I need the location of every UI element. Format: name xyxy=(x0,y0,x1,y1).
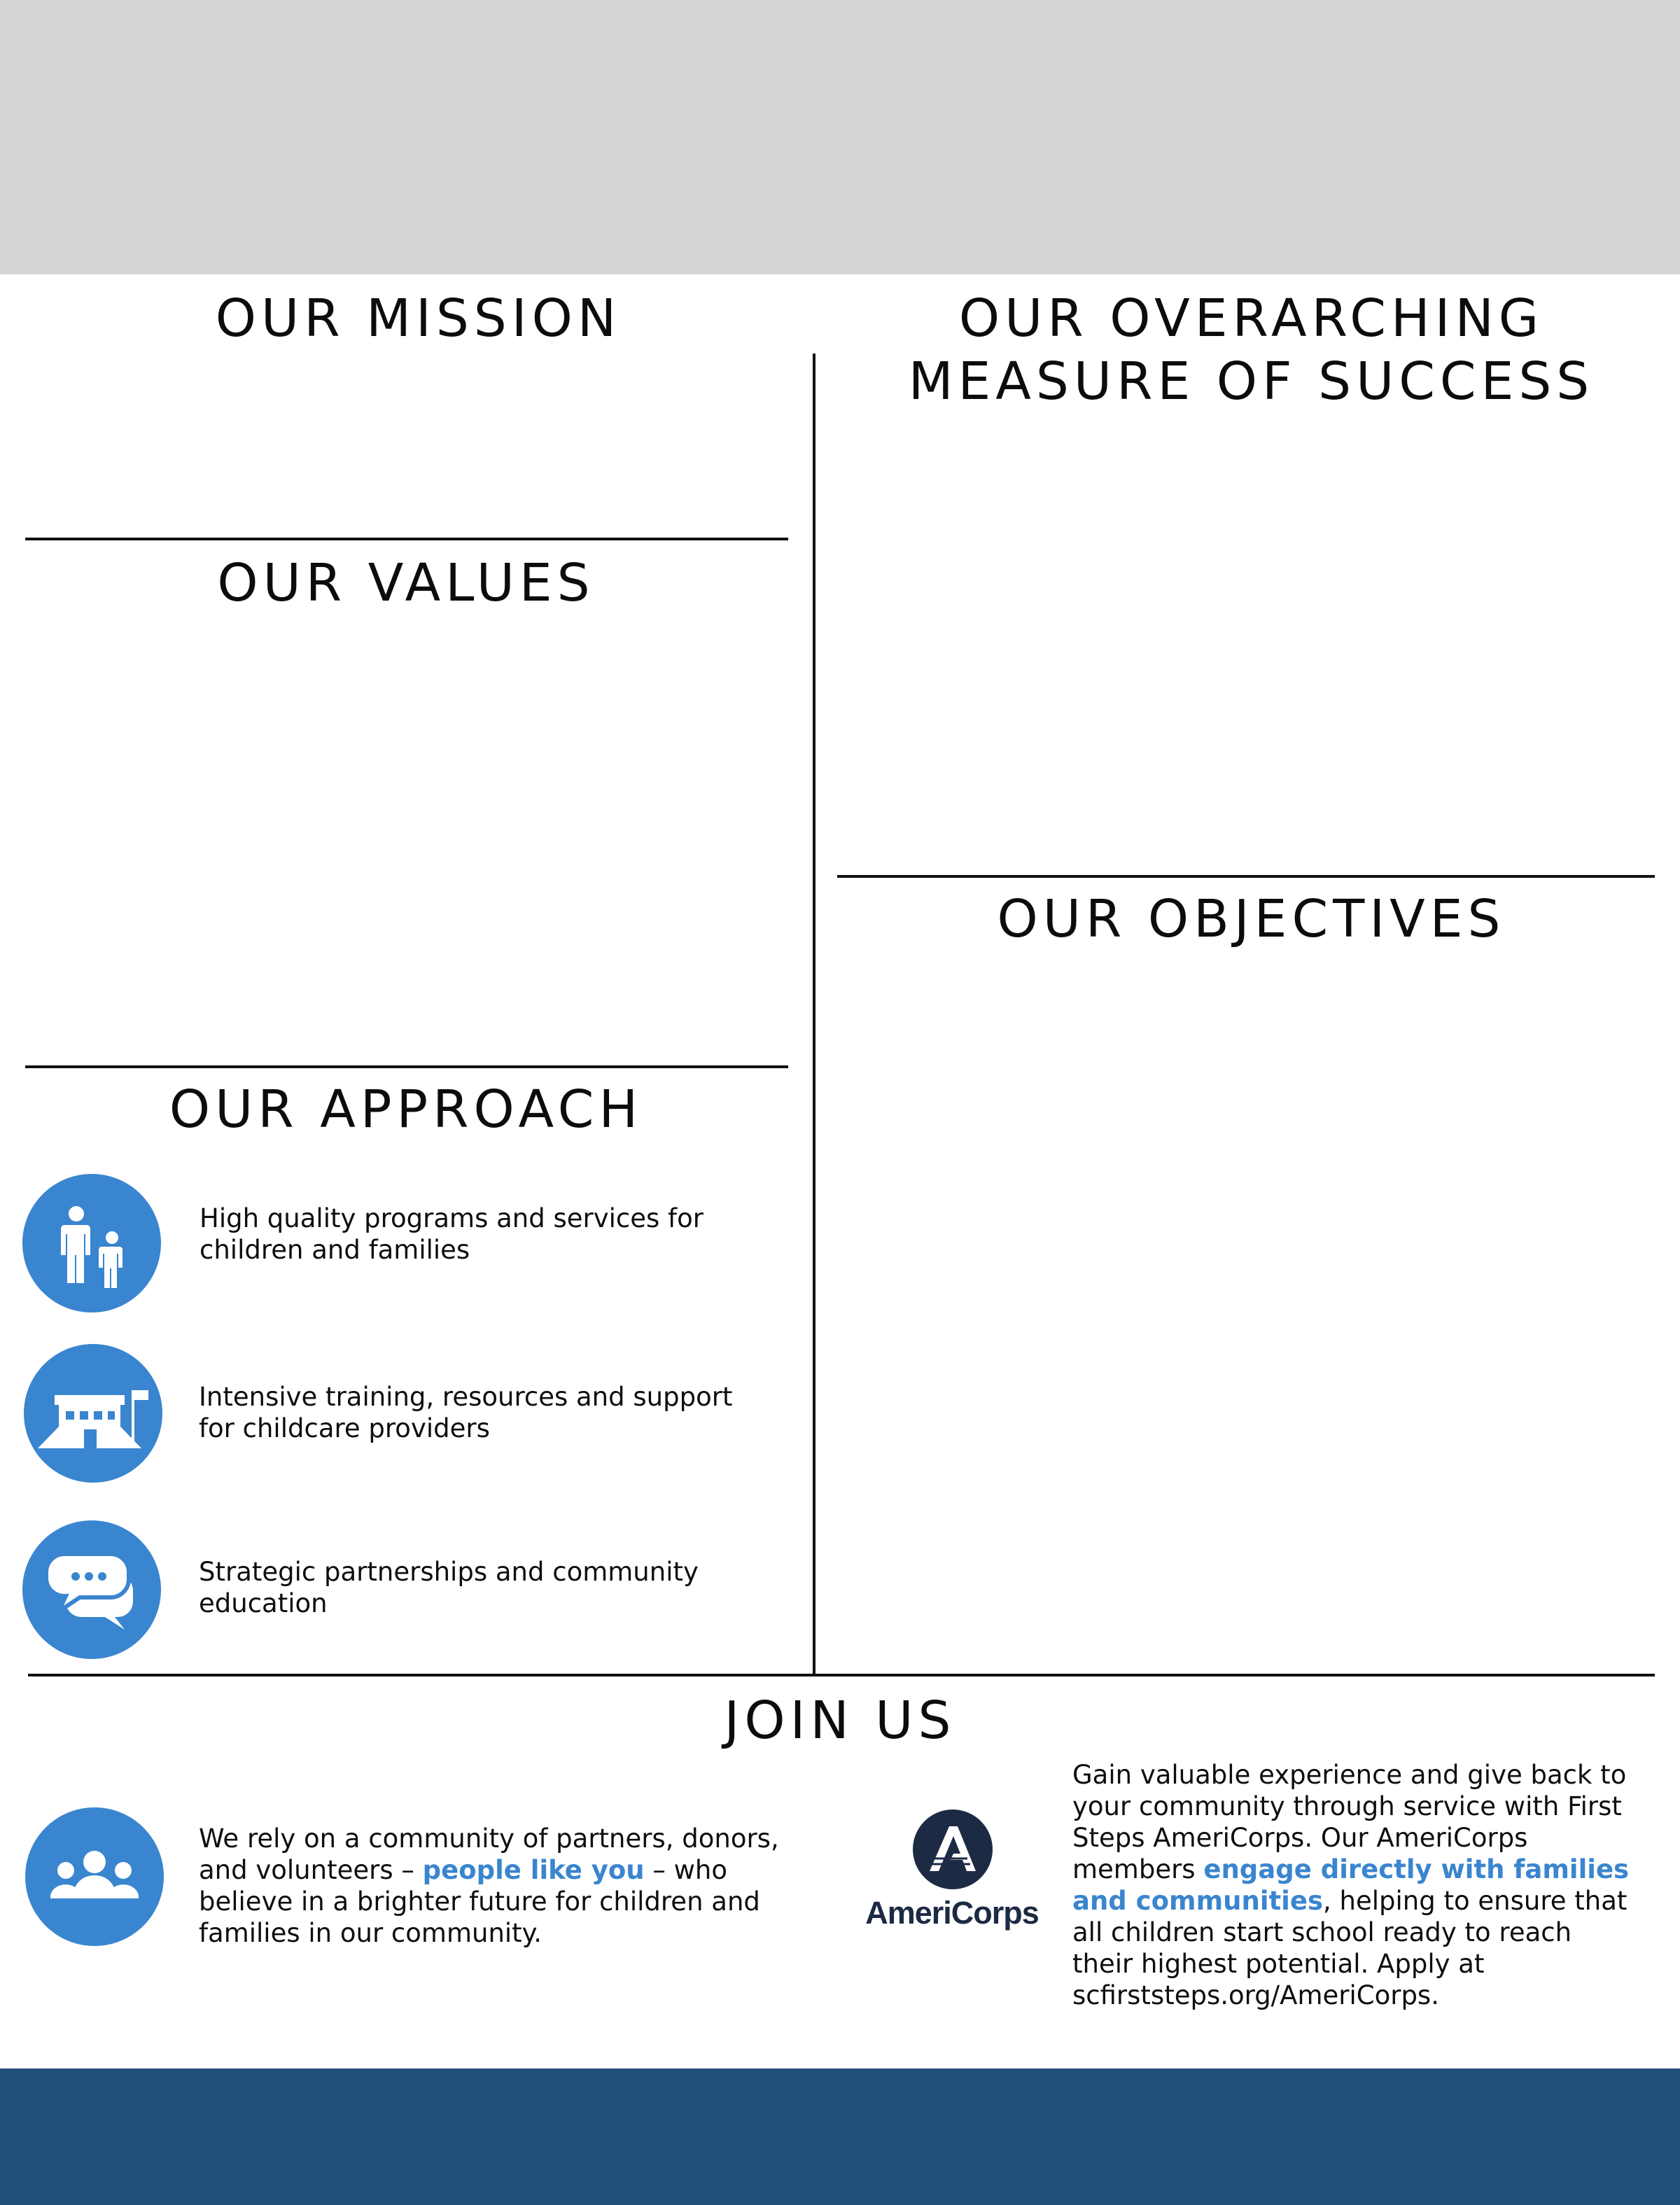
approach-item-text xyxy=(200,1203,704,1266)
join-community-text xyxy=(199,1823,779,1949)
join-americorps-line: , helping to ensure that xyxy=(1323,1886,1628,1916)
approach-item-line: for childcare providers xyxy=(199,1413,490,1443)
objectives-heading: OUR OBJECTIVES xyxy=(997,889,1506,949)
join-americorps-line: Steps AmeriCorps. Our AmeriCorps xyxy=(1072,1823,1528,1853)
divider-measure-objectives xyxy=(837,875,1655,878)
join-americorps-line: their highest potential. Apply at xyxy=(1072,1949,1485,1979)
approach-item-line: education xyxy=(199,1588,328,1618)
join-community-line: believe in a brighter future for children and xyxy=(199,1886,760,1917)
americorps-logo xyxy=(861,1809,1043,1935)
chat-bubbles-icon xyxy=(22,1520,161,1659)
americorps-wordmark: AmeriCorps xyxy=(865,1895,1039,1931)
school-building-icon xyxy=(24,1344,162,1483)
parent-child-icon xyxy=(22,1174,161,1312)
divider-join xyxy=(28,1674,1655,1676)
values-heading: OUR VALUES xyxy=(217,553,595,613)
join-community-line: families in our community. xyxy=(199,1918,542,1948)
people-like-you-highlight: people like you xyxy=(422,1855,645,1885)
approach-heading: OUR APPROACH xyxy=(169,1079,643,1140)
header-band xyxy=(0,0,1680,274)
measure-heading-line2: MEASURE OF SUCCESS xyxy=(908,351,1595,412)
approach-item-line: children and families xyxy=(200,1235,470,1265)
group-people-icon xyxy=(25,1807,164,1946)
measure-heading-line1: OUR OVERARCHING xyxy=(958,288,1544,349)
approach-item-line: Strategic partnerships and community xyxy=(199,1557,699,1587)
approach-item-line: Intensive training, resources and support xyxy=(199,1382,733,1412)
join-community-line: and volunteers – xyxy=(199,1855,423,1885)
engage-highlight: engage directly with families xyxy=(1203,1854,1630,1884)
communities-highlight: and communities xyxy=(1072,1886,1323,1916)
join-americorps-line: all children start school ready to reach xyxy=(1072,1917,1572,1947)
approach-item-text xyxy=(199,1556,699,1619)
join-americorps-line: Gain valuable experience and give back to xyxy=(1072,1760,1627,1790)
approach-item-line: High quality programs and services for xyxy=(200,1203,704,1233)
americorps-a-icon xyxy=(913,1809,993,1889)
join-community-line: – who xyxy=(644,1855,727,1885)
join-americorps-line: members xyxy=(1072,1854,1204,1884)
divider-values-approach xyxy=(25,1065,788,1068)
measure-heading xyxy=(840,287,1662,413)
divider-vertical xyxy=(813,354,816,1676)
footer-band xyxy=(0,2068,1680,2205)
join-heading: JOIN US xyxy=(724,1690,956,1751)
americorps-url: scfirststeps.org/AmeriCorps. xyxy=(1072,1980,1439,2010)
join-community-line: We rely on a community of partners, donors, xyxy=(199,1823,779,1854)
join-americorps-text xyxy=(1072,1759,1629,2011)
join-americorps-line: your community through service with First xyxy=(1072,1791,1622,1821)
mission-heading: OUR MISSION xyxy=(215,288,622,349)
divider-mission-values xyxy=(25,538,788,540)
approach-item-text xyxy=(199,1381,732,1444)
